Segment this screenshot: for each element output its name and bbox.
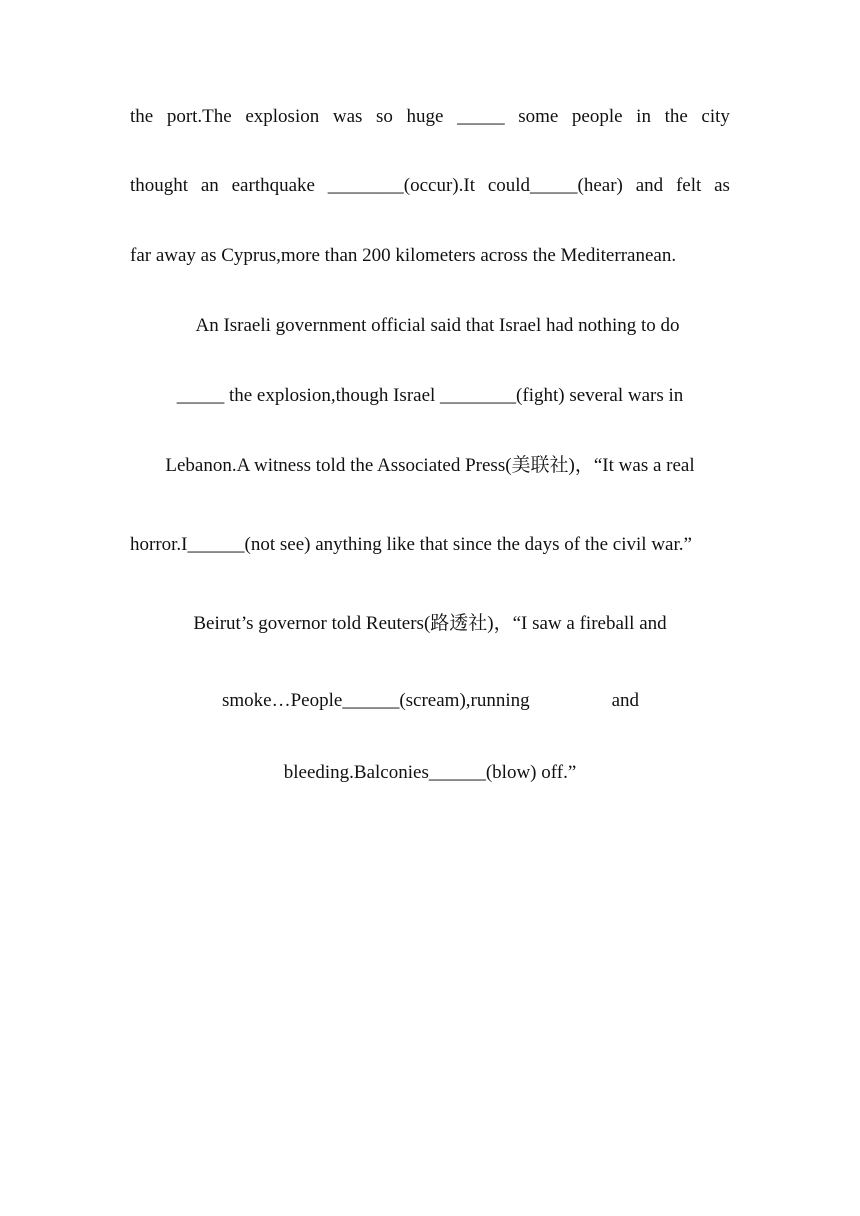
blank: _____ [457,106,505,127]
text-line-8: Beirut’s governor told Reuters(路透社)，“I saw a fireball and [193,613,667,634]
text-line-4: An Israeli government official said that Israel had nothing to do [195,315,680,336]
text-line-9 [222,689,639,713]
word: thought [130,175,189,196]
text-line-2 [130,174,730,198]
word: the [130,106,154,127]
word: as [714,175,730,196]
word: an [200,175,219,196]
word: so [376,106,393,127]
word: and [635,175,664,196]
word: huge [406,106,444,127]
word: people [571,106,623,127]
blank-hear: could_____(hear) [487,175,623,196]
word: was [332,106,363,127]
word: the [664,106,688,127]
text-segment: and [611,690,639,711]
text-line-10: bleeding.Balconies______(blow) off.” [283,762,577,783]
word: port.The [166,106,232,127]
word: felt [675,175,702,196]
word: earthquake [231,175,315,196]
word: in [636,106,651,127]
text-line-5: _____ the explosion,though Israel ________(fight) several wars in [176,385,684,406]
blank-occur: ________(occur).It [327,175,475,196]
word: city [701,106,730,127]
word: some [518,106,559,127]
text-line-6: Lebanon.A witness told the Associated Press(美联社)，“It was a real [165,455,695,476]
text-line-7: horror.I______(not see) anything like that since the days of the civil war.” [130,534,692,555]
word: explosion [245,106,320,127]
text-line-1 [130,105,730,129]
text-segment: smoke…People______(scream),running [222,690,530,711]
text-line-3: far away as Cyprus,more than 200 kilometers across the Mediterranean. [130,245,677,266]
